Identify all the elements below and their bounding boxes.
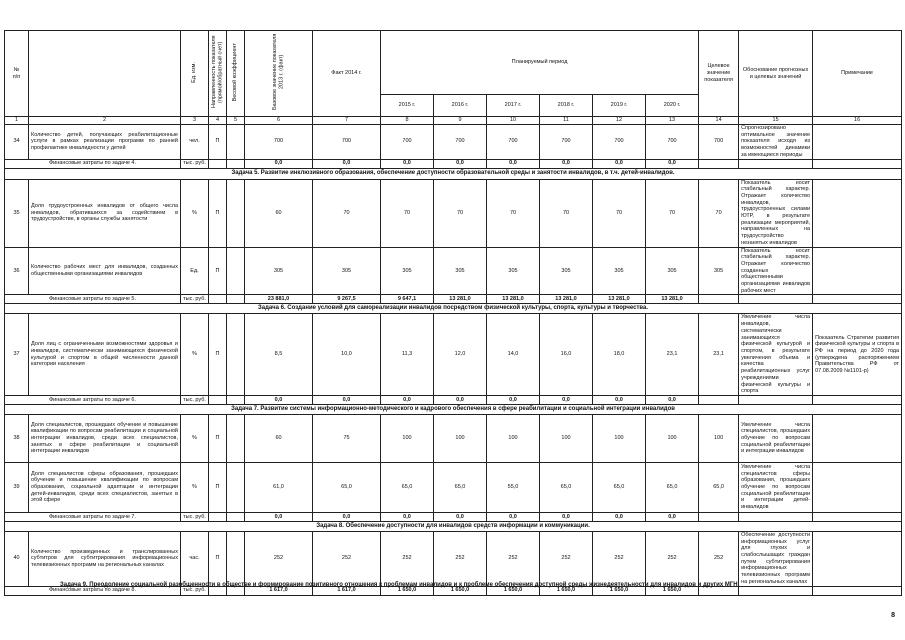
justification-cell: Показатель носит стабильный характер. Отражает количество инвалидов, трудоустроенных силами ЮТР, в результате реализации мероприятий, направленных на трудоустройство незанятых инвалидов [739,179,813,247]
value-cell: 252 [434,531,487,586]
task-row-6 [5,304,902,314]
justification-cell: Увеличение числа инвалидов, систематически занимающихся физической культурой и спортом, в результате увеличения объема и качества реабилитационных услуг учреждениями физической культуры и спорта [739,314,813,395]
col-number: 9 [434,117,487,125]
finance-value: 13 281,0 [434,295,487,304]
value-cell: 700 [245,125,313,160]
col-fact2014-header: Факт 2014 г. [313,31,381,117]
finance-row-6 [5,395,902,404]
row-number: 39 [5,462,29,512]
value-cell: 252 [540,531,593,586]
value-cell: 65,0 [593,462,646,512]
unit-cell: % [181,462,209,512]
unit-cell: чел. [181,125,209,160]
year-2020-header: 2020 г. [646,95,699,117]
value-cell: 65,0 [434,462,487,512]
finance-value: 1 617,0 [245,586,313,595]
finance-label: Финансовые затраты по задаче 4. [5,159,181,168]
unit-cell: % [181,179,209,247]
value-cell: 12,0 [434,314,487,395]
target-cell: 65,0 [699,462,739,512]
task-title: Задача 7. Развитие системы информационно-методического и кадрового обеспечения в сфере реабилитации и социальной интеграции инвалидов [5,404,902,414]
note-cell [813,414,902,462]
row-number: 37 [5,314,29,395]
finance-value: 13 281,0 [646,295,699,304]
finance-unit: тыс. руб. [181,512,209,521]
value-cell: 305 [313,247,381,295]
col-number: 12 [593,117,646,125]
value-cell: 700 [381,125,434,160]
finance-value: 0,0 [487,159,540,168]
finance-value: 1 650,0 [646,586,699,595]
value-cell: 252 [487,531,540,586]
weight-cell [227,247,245,295]
task-title: Задача 5. Развитие инклюзивного образования, обеспечение доступности образовательной среды и занятости инвалидов, в т.ч. детей-инвалидов. [5,168,902,179]
finance-value: 1 650,0 [487,586,540,595]
value-cell: 60 [245,414,313,462]
value-cell: 65,0 [540,462,593,512]
note-cell [813,531,902,586]
target-cell: 700 [699,125,739,160]
indicator-text: Доля лиц с ограниченными возможностями здоровья и инвалидов, систематически занимающихся физической культурой и спортом в общей численности данной категории населения [29,314,181,395]
value-cell: 700 [313,125,381,160]
value-cell: 70 [434,179,487,247]
value-cell: 305 [540,247,593,295]
indicator-text: Количество рабочих мест для инвалидов, созданных общественными организациями инвалидов [29,247,181,295]
finance-label: Финансовые затраты по задаче 6. [5,395,181,404]
note-cell [813,462,902,512]
finance-value: 0,0 [593,159,646,168]
finance-value: 13 281,0 [593,295,646,304]
unit-cell: % [181,414,209,462]
finance-value: 0,0 [487,395,540,404]
direction-cell: П [209,125,227,160]
value-cell: 700 [646,125,699,160]
value-cell: 70 [381,179,434,247]
value-cell: 700 [434,125,487,160]
finance-unit: тыс. руб. [181,395,209,404]
weight-cell [227,314,245,395]
col-number: 6 [245,117,313,125]
row-number: 36 [5,247,29,295]
direction-cell: П [209,462,227,512]
finance-value: 0,0 [313,395,381,404]
col-number: 7 [313,117,381,125]
finance-value: 1 650,0 [540,586,593,595]
finance-value: 0,0 [540,395,593,404]
value-cell: 305 [593,247,646,295]
value-cell: 18,0 [593,314,646,395]
unit-cell: % [181,314,209,395]
col-number: 14 [699,117,739,125]
finance-value: 0,0 [540,159,593,168]
note-cell [813,247,902,295]
col-number: 13 [646,117,699,125]
finance-value: 0,0 [540,512,593,521]
col-unit-header: Ед. изм. [181,31,209,117]
finance-value: 9 647,1 [381,295,434,304]
finance-label: Финансовые затраты по задаче 8. [5,586,181,595]
value-cell: 16,0 [540,314,593,395]
value-cell: 700 [540,125,593,160]
finance-unit: тыс. руб. [181,586,209,595]
value-cell: 61,0 [245,462,313,512]
year-2018-header: 2018 г. [540,95,593,117]
direction-cell: П [209,531,227,586]
finance-row-7 [5,512,902,521]
finance-unit: тыс. руб. [181,159,209,168]
finance-value: 0,0 [245,512,313,521]
justification-cell: Спрогнозировано оптимальное значение показателя исходя из возможностей динамики за имеющиеся периоды [739,125,813,160]
finance-value: 0,0 [487,512,540,521]
column-numbers-row [5,117,902,125]
value-cell: 100 [540,414,593,462]
value-cell: 700 [593,125,646,160]
year-2017-header: 2017 г. [487,95,540,117]
year-2015-header: 2015 г. [381,95,434,117]
indicator-row-38 [5,414,902,462]
value-cell: 100 [593,414,646,462]
row-number: 35 [5,179,29,247]
value-cell: 65,0 [646,462,699,512]
weight-cell [227,179,245,247]
page-number: 8 [891,612,895,619]
indicator-text: Доля специалистов сферы образования, прошедших обучение и повышение квалификации по вопросам образования, социальной адаптации и интеграции детей-инвалидов, среди всех специалистов, занятых в этой сфере [29,462,181,512]
value-cell: 10,0 [313,314,381,395]
note-cell [813,125,902,160]
indicator-text: Доля трудоустроенных инвалидов от общего числа инвалидов, обратившихся за содействием в трудоустройстве, в органы службы занятости [29,179,181,247]
col-number: 11 [540,117,593,125]
unit-cell: Ед. [181,247,209,295]
finance-unit: тыс. руб. [181,295,209,304]
col-number: 16 [813,117,902,125]
value-cell: 55,0 [487,462,540,512]
col-num-header: № п/п [5,31,29,117]
year-2016-header: 2016 г. [434,95,487,117]
direction-cell: П [209,414,227,462]
col-number: 15 [739,117,813,125]
value-cell: 305 [245,247,313,295]
col-number: 1 [5,117,29,125]
indicator-row-39 [5,462,902,512]
value-cell: 70 [540,179,593,247]
value-cell: 65,0 [381,462,434,512]
value-cell: 100 [646,414,699,462]
col-direction-header: Направленность показателя (прямой/обратный счет) [209,31,227,117]
finance-value: 1 650,0 [381,586,434,595]
task-row-5 [5,168,902,179]
col-number: 10 [487,117,540,125]
justification-cell: Увеличение числа специалистов сферы образования, прошедших обучение по вопросам социальной реабилитации и интеграции детей-инвалидов [739,462,813,512]
value-cell: 14,0 [487,314,540,395]
finance-value: 0,0 [434,395,487,404]
row-number: 38 [5,414,29,462]
finance-value: 0,0 [313,512,381,521]
col-number: 4 [209,117,227,125]
finance-label: Финансовые затраты по задаче 7. [5,512,181,521]
justification-cell: Показатель носит стабильный характер. Отражает количество созданных общественными организациями инвалидов рабочих мест [739,247,813,295]
weight-cell [227,531,245,586]
indicator-table-sheet [4,30,901,596]
col-justification-header: Обоснование прогнозных и целевых значений [739,31,813,117]
finance-value: 0,0 [646,159,699,168]
target-cell: 70 [699,179,739,247]
finance-row-5 [5,295,902,304]
task-title: Задача 8. Обеспечение доступности для инвалидов средств информации и коммуникации. [5,521,902,531]
value-cell: 23,1 [646,314,699,395]
justification-cell: Увеличение числа специалистов, прошедших обучение по вопросам социальной реабилитации и интеграции инвалидов [739,414,813,462]
value-cell: 70 [487,179,540,247]
target-cell: 305 [699,247,739,295]
value-cell: 252 [313,531,381,586]
col-indicator-header [29,31,181,117]
value-cell: 252 [593,531,646,586]
row-number: 34 [5,125,29,160]
col-target-header: Целевое значение показателя [699,31,739,117]
value-cell: 252 [646,531,699,586]
col-number: 8 [381,117,434,125]
finance-value: 13 281,0 [487,295,540,304]
row-number: 40 [5,531,29,586]
finance-value: 1 617,0 [313,586,381,595]
finance-row-4 [5,159,902,168]
target-cell: 100 [699,414,739,462]
finance-value: 0,0 [245,159,313,168]
finance-value: 0,0 [593,512,646,521]
finance-value: 13 281,0 [540,295,593,304]
indicator-text: Доля специалистов, прошедших обучение и повышение квалификации по вопросам реабилитации и социальной интеграции инвалидов, среди всех специалистов, занятых в сфере реабилитации и социальной интеграции инвалидов [29,414,181,462]
finance-value: 0,0 [381,512,434,521]
col-weight-header: Весовой коэффициент [227,31,245,117]
note-cell [813,179,902,247]
col-number: 2 [29,117,181,125]
value-cell: 252 [381,531,434,586]
col-base-header: Базовое значение показателя 2013 г. (факт) [245,31,313,117]
direction-cell: П [209,179,227,247]
value-cell: 252 [245,531,313,586]
indicator-row-40 [5,531,902,586]
unit-cell: час. [181,531,209,586]
finance-value: 0,0 [593,395,646,404]
target-cell: 23,1 [699,314,739,395]
direction-cell: П [209,314,227,395]
finance-value: 0,0 [245,395,313,404]
value-cell: 100 [487,414,540,462]
finance-value: 0,0 [646,512,699,521]
value-cell: 70 [313,179,381,247]
col-number: 5 [227,117,245,125]
weight-cell [227,462,245,512]
direction-cell: П [209,247,227,295]
col-note-header: Примечание [813,31,902,117]
col-number: 3 [181,117,209,125]
finance-value: 0,0 [434,512,487,521]
value-cell: 60 [245,179,313,247]
finance-value: 0,0 [646,395,699,404]
value-cell: 100 [381,414,434,462]
value-cell: 70 [593,179,646,247]
indicator-row-35 [5,179,902,247]
value-cell: 65,0 [313,462,381,512]
finance-label: Финансовые затраты по задаче 5. [5,295,181,304]
task-row-9: Задача 9. Преодоление социальной разобщенности в обществе и формирование позитивного отношения к проблемам инвалидов и к проблеме обеспечения доступной среды жизнедеятельности для инвалидов и других МГН [60,582,738,588]
value-cell: 70 [646,179,699,247]
planned-period-header: Планируемый период [381,31,699,95]
finance-value: 9 267,5 [313,295,381,304]
value-cell: 305 [381,247,434,295]
indicator-text: Количество детей, получающих реабилитационные услуги в рамках реализации программ по ранней профилактике инвалидности у детей [29,125,181,160]
value-cell: 100 [434,414,487,462]
finance-value: 23 881,0 [245,295,313,304]
finance-value: 0,0 [434,159,487,168]
header-row [5,31,902,95]
value-cell: 305 [487,247,540,295]
weight-cell [227,414,245,462]
indicator-text: Количество произведенных и транслированных субтитров для субтитрирования информационных телевизионных программ на региональных каналах [29,531,181,586]
indicator-row-34 [5,125,902,160]
value-cell: 75 [313,414,381,462]
task-row-8 [5,521,902,531]
finance-value: 1 650,0 [593,586,646,595]
task-title: Задача 6. Создание условий для самореализации инвалидов посредством физической культуры, спорта, культуры и творчества. [5,304,902,314]
indicator-row-36 [5,247,902,295]
value-cell: 305 [434,247,487,295]
task-row-7 [5,404,902,414]
justification-cell: Обеспечение доступности информационных услуг для глухих и слабослышащих граждан путем субтитрирования информационных телевизионных программ на региональных каналах [739,531,813,586]
value-cell: 8,5 [245,314,313,395]
value-cell: 305 [646,247,699,295]
indicator-table [4,30,902,596]
finance-value: 0,0 [313,159,381,168]
finance-value: 1 650,0 [434,586,487,595]
finance-value: 0,0 [381,395,434,404]
weight-cell [227,125,245,160]
finance-value: 0,0 [381,159,434,168]
value-cell: 700 [487,125,540,160]
value-cell: 11,3 [381,314,434,395]
year-2019-header: 2019 г. [593,95,646,117]
target-cell: 252 [699,531,739,586]
note-cell: Показатель Стратегии развития физической культуры и спорта в РФ на период до 2020 года (утверждена распоряжением Правительства РФ от 07.08.2009 №1101-р) [813,314,902,395]
indicator-row-37 [5,314,902,395]
